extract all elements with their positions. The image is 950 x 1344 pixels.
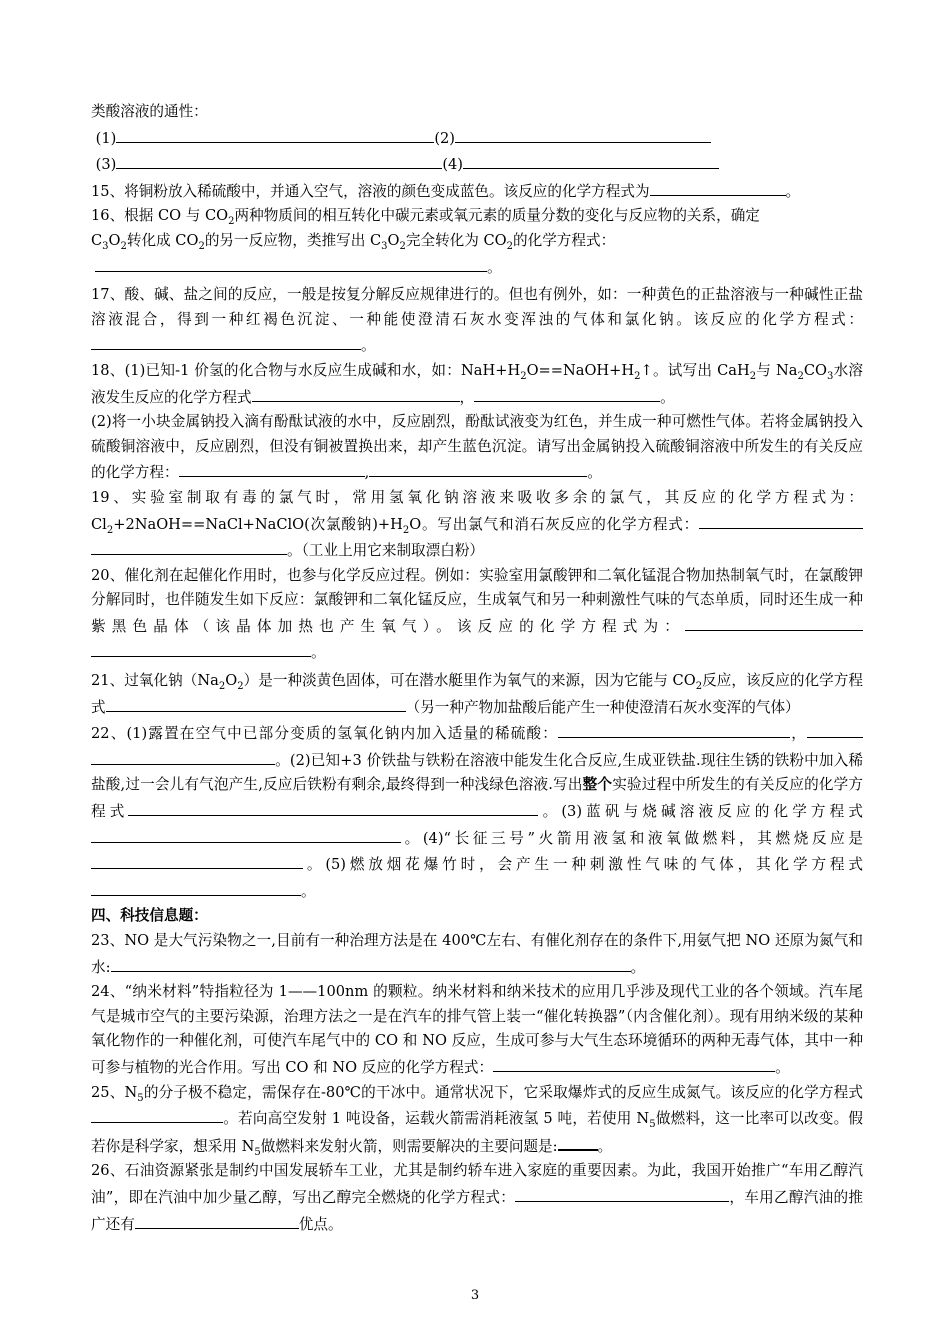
- question-22: 22、(1)露置在空气中已部分变质的氢氧化钠内加入适量的稀硫酸： ，。(2)已知+3 价铁盐与铁粉在溶液中能发生化合反应,生成亚铁盐.现往生锈的铁粉中加入稀盐酸,过一会儿有气泡产生,反应后铁粉有剩余,最终得到一种浅绿色溶液.写出整个实验过程中所发生的有关反应的化学方程式 。(3)蓝矾与烧碱溶液反应的化学方程式。(4)“长征三号”火箭用液氢和液氧做燃料，其燃烧反应是。(5)燃放烟花爆竹时，会产生一种刺激性气味的气体，其化学方程式。: [91, 720, 863, 904]
- answer-blank[interactable]: [91, 1105, 223, 1123]
- answer-blank[interactable]: [179, 459, 365, 477]
- answer-blank[interactable]: [91, 639, 311, 657]
- question-26: 26、石油资源紧张是制约中国发展轿车工业，尤其是制约轿车进入家庭的重要因素。为此，我国开始推广“车用乙醇汽油”，即在汽油中加少量乙醇，写出乙醇完全燃烧的化学方程式： ，车用乙醇汽油的推广还有 优点。: [91, 1162, 863, 1233]
- answer-blank[interactable]: [369, 459, 587, 477]
- answer-blank[interactable]: [128, 798, 538, 816]
- answer-blank[interactable]: [493, 1054, 551, 1072]
- question-17: 17、酸、碱、盐之间的反应，一般是按复分解反应规律进行的。但也有例外，如：一种黄色的正盐溶液与一种碱性正盐溶液混合，得到一种红褐色沉淀、一种能使澄清石灰水变浑浊的气体和氯化钠。该反应的化学方程式：。: [91, 286, 863, 355]
- q14-tail: 类酸溶液的通性：: [91, 103, 208, 120]
- answer-blank[interactable]: [685, 613, 863, 631]
- answer-blank[interactable]: [95, 254, 487, 272]
- answer-blank[interactable]: [558, 1132, 598, 1151]
- answer-blank[interactable]: [474, 384, 660, 402]
- answer-blank[interactable]: [515, 1184, 711, 1202]
- answer-blank[interactable]: [116, 125, 434, 143]
- answer-blank[interactable]: [455, 125, 711, 143]
- answer-blank[interactable]: [116, 151, 442, 169]
- q14-blanks-row2: (3) (4): [91, 151, 863, 178]
- answer-blank[interactable]: [558, 720, 790, 738]
- answer-blank[interactable]: [551, 1054, 775, 1072]
- answer-blank[interactable]: [111, 954, 631, 972]
- question-18-part2: (2)将一小块金属钠投入滴有酚酞试液的水中，反应剧烈，酚酞试液变为红色，并生成一种可燃性气体。若将金属钠投入硫酸铜溶液中，反应剧烈，但没有铜被置换出来，却产生蓝色沉淀。请写出金属钠投入硫酸铜溶液中所发生的有关反应的化学方程： , 。: [91, 413, 863, 482]
- answer-blank[interactable]: [699, 511, 863, 529]
- answer-blank[interactable]: [91, 332, 361, 350]
- answer-blank[interactable]: [807, 720, 863, 738]
- page-content: [91, 100, 863, 1237]
- question-18-part1: 18、(1)已知-1 价氢的化合物与水反应生成碱和水，如：$NaH+H_2O==NaOH+H_2↑$。试写出 CaH$_2$与 $Na_2CO_3$水溶液发生反应的化学方程式 ， 。: [91, 361, 863, 406]
- question-16: 16、根据 CO 与 $CO_2$两种物质间的相互转化中碳元素或氧元素的质量分数的变化与反应物的关系，确定 $C_3O_2$转化成 $CO_2$的另一反应物，类推写出 $C_3O_2$完全转化为 $CO_2$的化学方程式： 。: [91, 207, 760, 276]
- question-19: 19、实验室制取有毒的氯气时，常用氢氧化钠溶液来吸收多余的氯气，其反应的化学方程式为：$Cl_2+2NaOH==NaCl+NaClO$(次氯酸钠)$+H_2O$。写出氯气和消石灰反应的化学方程式：。（工业上用它来制取漂白粉）: [91, 488, 863, 560]
- answer-blank[interactable]: [650, 178, 786, 196]
- answer-blank[interactable]: [91, 747, 275, 765]
- answer-blank[interactable]: [91, 537, 287, 555]
- section-heading-4: 四、科技信息题：: [91, 907, 208, 925]
- answer-blank[interactable]: [91, 878, 301, 896]
- question-25: 25、$N_5$的分子极不稳定，需保存在-80℃的干冰中。通常状况下，它采取爆炸式的反应生成氮气。该反应的化学方程式。若向高空发射 1 吨设备，运载火箭需消耗液氢 5 吨，若使用 $N_5$做燃料，这一比率可以改变。假若你是科学家，想采用 $N_5$做燃料来发射火箭，则需要解决的主要问题是: 。: [91, 1083, 863, 1158]
- answer-blank[interactable]: [91, 825, 401, 843]
- question-23: 23、NO 是大气污染物之一,目前有一种治理方法是在 400℃左右、有催化剂存在的条件下,用氨气把 NO 还原为氮气和水: 。: [91, 932, 863, 976]
- question-21: 21、过氧化钠$(Na_2O_2)$是一种淡黄色固体，可在潜水艇里作为氧气的来源，因为它能与 $CO_2$反应，该反应的化学方程式 （另一种产物加盐酸后能产生一种使澄清石灰水变浑的气体）: [91, 672, 863, 716]
- page-number: 3: [470, 1288, 480, 1303]
- answer-blank[interactable]: [463, 151, 719, 169]
- question-15: 15、将铜粉放入稀硫酸中，并通入空气，溶液的颜色变成蓝色。该反应的化学方程式为 。: [91, 178, 863, 205]
- answer-blank[interactable]: [252, 384, 460, 402]
- answer-blank[interactable]: [106, 694, 406, 712]
- question-24: 24、“纳米材料”特指粒径为 1——100nm 的颗粒。纳米材料和纳米技术的应用几乎涉及现代工业的各个领域。汽车尾气是城市空气的主要污染源，治理方法之一是在汽车的排气管上装一“催化转换器”（内含催化剂）。现有用纳米级的某种氧化物作的一种催化剂，可使汽车尾气中的 CO 和 NO 反应，生成可参与大气生态环境循环的两种无毒气体，其中一种可参与植物的光合作用。写出 CO 和 NO 反应的化学方程式： 。: [91, 983, 863, 1076]
- answer-blank[interactable]: [711, 1184, 729, 1202]
- answer-blank[interactable]: [91, 851, 303, 869]
- question-20: 20、催化剂在起催化作用时，也参与化学反应过程。例如：实验室用氯酸钾和二氧化锰混合物加热制氧气时，在氯酸钾分解同时，也伴随发生如下反应：氯酸钾和二氧化锰反应，生成氧气和另一种刺激性气味的气态单质，同时还生成一种紫黑色晶体（该晶体加热也产生氧气）。该反应的化学方程式为：。: [91, 566, 863, 662]
- q14-blanks-row1: (1) (2): [91, 125, 863, 152]
- answer-blank[interactable]: [135, 1211, 299, 1229]
